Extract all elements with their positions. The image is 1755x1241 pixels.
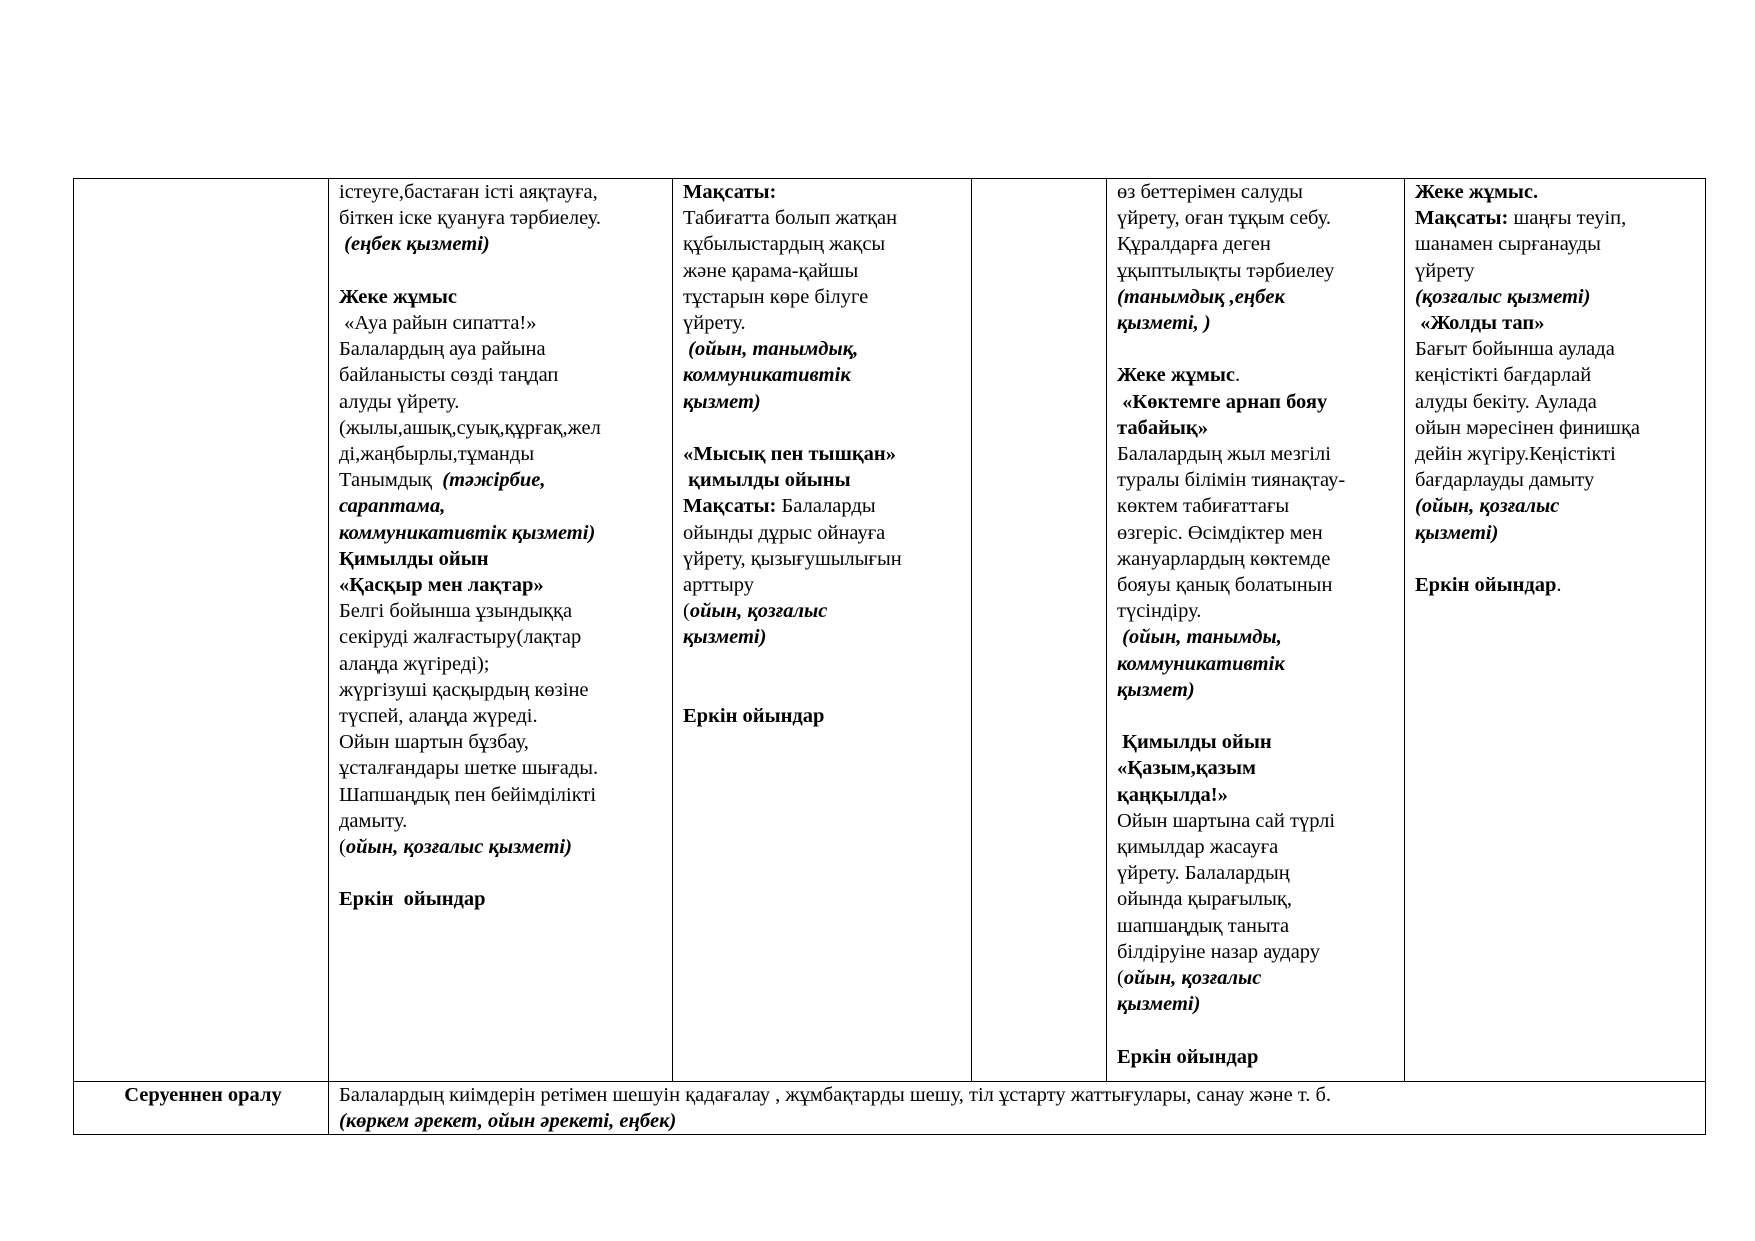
text-segment: ( (339, 836, 346, 859)
text-line: Балалардың ауа райына (339, 338, 546, 361)
text-line: секіруді жалғастыру(лақтар (339, 626, 582, 649)
text-segment: ( (1117, 967, 1124, 990)
text-line: ді,жаңбырлы,тұманды (339, 443, 535, 466)
blank-line (1415, 546, 1699, 572)
activity-cell-c (972, 179, 1107, 1082)
return-row-content (329, 1082, 1706, 1135)
text-line: қаңқылда!» (1117, 783, 1228, 806)
text-line: Еркін ойындар (683, 705, 825, 728)
blank-line (683, 677, 965, 703)
text-line: «Жолды тап» (1415, 312, 1545, 335)
return-row-label: Серуеннен оралу (74, 1082, 329, 1135)
text-line: коммуникативтік (683, 364, 851, 387)
text-line (1117, 965, 1398, 991)
text-line: коммуникативтік (1117, 652, 1285, 675)
text-line: қызмет) (1117, 678, 1195, 701)
text-line: (қозғалыс қызметі) (1415, 285, 1591, 308)
text-line: алаңда жүгіреді); (339, 652, 490, 675)
text-line: білдіруіне назар аудару (1117, 940, 1321, 963)
text-line: «Қазым,қазым (1117, 757, 1256, 780)
text-line: Белгі бойынша ұзындыққа (339, 600, 573, 623)
blank-line (1117, 336, 1398, 362)
text-segment: Балаларды (776, 495, 876, 518)
text-line: байланысты сөзді таңдап (339, 364, 559, 387)
text-line: өзгеріс. Өсімдіктер мен (1117, 521, 1323, 544)
text-line: істеуге,бастаған істі аяқтауға, (339, 181, 598, 203)
text-line: туралы білімін тиянақтау- (1117, 469, 1346, 492)
text-line (1117, 362, 1398, 388)
text-line: дамыту. (339, 809, 408, 832)
text-line (339, 467, 666, 493)
return-row-activity: (көркем әрекет, ойын әрекеті, еңбек) (339, 1110, 677, 1133)
text-line: сараптама, (339, 495, 446, 518)
text-line: қызметі) (1415, 521, 1499, 544)
text-line: Балалардың жыл мезгілі (1117, 443, 1331, 466)
text-line: (ойын, танымдық, (683, 338, 859, 361)
text-segment: Мақсаты: (1415, 207, 1509, 230)
text-segment: Танымдық (339, 469, 443, 492)
text-line: қимылдар жасауға (1117, 836, 1279, 859)
text-line: өз беттерімен салуды (1117, 181, 1303, 203)
text-line: (ойын, қозғалыс (1415, 495, 1560, 518)
text-line: шапшаңдық таныта (1117, 914, 1290, 937)
text-line: Қимылды ойын (1117, 731, 1272, 754)
text-line: Ойын шартын бұзбау, (339, 731, 529, 754)
text-line (1415, 572, 1699, 598)
text-line (683, 493, 965, 519)
text-line: қызметі) (683, 626, 767, 649)
text-line: Еркін ойындар (1117, 1045, 1259, 1068)
walk-activities-row (74, 179, 1706, 1082)
blank-line (683, 651, 965, 677)
text-line: кеңістікті бағдарлай (1415, 364, 1592, 387)
text-segment: Еркін ойындар (1415, 574, 1557, 597)
text-line: ойынды дұрыс ойнауға (683, 521, 886, 544)
text-line: қызмет) (683, 390, 761, 413)
text-line: ойын мәресінен финишқа (1415, 416, 1641, 439)
text-line: арттыру (683, 574, 754, 597)
text-line: және қарама-қайшы (683, 259, 859, 282)
blank-line (339, 258, 666, 284)
text-segment: Жеке жұмыс (1117, 364, 1236, 387)
text-line: «Мысық пен тышқан» (683, 443, 896, 466)
text-line: Табиғатта болып жатқан (683, 207, 898, 230)
text-line: Еркін ойындар (339, 888, 486, 911)
text-line: «Қасқыр мен лақтар» (339, 574, 544, 597)
text-line: Ойын шартына сай түрлі (1117, 809, 1336, 832)
text-line: (еңбек қызметі) (339, 233, 490, 256)
text-segment: . (1556, 574, 1562, 597)
text-line: түспей, алаңда жүреді. (339, 705, 538, 728)
text-segment: . (1235, 364, 1241, 387)
text-line: жүргізуші қасқырдың көзіне (339, 678, 589, 701)
text-line: ойында қырағылық, (1117, 888, 1292, 911)
text-segment: ( (683, 600, 690, 623)
text-line: жануарлардың көктемде (1117, 547, 1331, 570)
text-line: көктем табиғаттағы (1117, 495, 1290, 518)
text-line: бояуы қанық болатынын (1117, 574, 1333, 597)
text-line: түсіндіру. (1117, 600, 1202, 623)
text-line: шанамен сырғанауды (1415, 233, 1601, 256)
text-line: алуды үйрету. (339, 390, 460, 413)
text-line: «Көктемге арнап бояу (1117, 390, 1328, 413)
activity-cell-d (1107, 179, 1405, 1082)
text-line: үйрету. Балалардың (1117, 862, 1290, 885)
text-line: үйрету, қызығушылығын (683, 547, 902, 570)
text-line: үйрету. (683, 312, 746, 335)
text-segment: шаңғы теуіп, (1508, 207, 1627, 230)
text-line: ұқыптылықты тәрбиелеу (1117, 259, 1335, 282)
text-line: коммуникативтік қызметі) (339, 521, 596, 544)
text-segment: ойын, қозғалыс (1123, 967, 1262, 990)
text-line: тұстарын көре білуге (683, 285, 869, 308)
text-line: Жеке жұмыс (339, 285, 458, 308)
text-line: құбылыстардың жақсы (683, 233, 886, 256)
text-line: үйрету, оған тұқым себу. (1117, 207, 1332, 230)
text-line: қимылды ойыны (683, 469, 851, 492)
text-line: Құралдарға деген (1117, 233, 1271, 256)
text-line: қызметі, ) (1117, 312, 1211, 335)
text-line: Мақсаты: (683, 181, 777, 203)
row-label-cell (74, 179, 329, 1082)
text-line: ұсталғандары шетке шығады. (339, 757, 599, 780)
text-line: біткен іске қуануға тәрбиелеу. (339, 207, 602, 230)
activity-cell-a (329, 179, 673, 1082)
text-line: «Ауа райын сипатта!» (339, 312, 537, 334)
text-line: Шапшаңдық пен бейімділікті (339, 783, 597, 806)
blank-line (1117, 1017, 1398, 1043)
text-line (339, 834, 666, 860)
text-line: Бағыт бойынша аулада (1415, 338, 1615, 361)
text-line (1415, 205, 1699, 231)
blank-line (683, 415, 965, 441)
activity-cell-e (1405, 179, 1706, 1082)
text-line (683, 598, 965, 624)
text-line: дейін жүгіру.Кеңістікті (1415, 443, 1616, 466)
text-line: Қимылды ойын (339, 547, 489, 570)
text-segment: Мақсаты: (683, 495, 777, 518)
text-line: үйрету (1415, 259, 1475, 282)
text-line: Жеке жұмыс. (1415, 181, 1539, 203)
text-line: (танымдық ,еңбек (1117, 285, 1285, 308)
text-line: (ойын, танымды, (1117, 626, 1282, 649)
text-line: табайық» (1117, 416, 1208, 439)
text-segment: ойын, қозғалыс қызметі) (345, 836, 572, 859)
activity-cell-b (673, 179, 972, 1082)
blank-line (1117, 703, 1398, 729)
return-row-text: Балалардың киімдерін ретімен шешуін қадағалау , жұмбақтарды шешу, тіл ұстарту жаттығулары, санау және т. б. (339, 1084, 1332, 1106)
return-from-walk-row (74, 1082, 1706, 1135)
text-segment: (тәжірбие, (442, 469, 546, 492)
text-line: бағдарлауды дамыту (1415, 469, 1595, 492)
text-line: (жылы,ашық,суық,құрғақ,жел (339, 416, 601, 439)
text-line: қызметі) (1117, 993, 1201, 1016)
text-segment: ойын, қозғалыс (689, 600, 828, 623)
text-line: алуды бекіту. Аулада (1415, 390, 1597, 413)
blank-line (339, 860, 666, 886)
weekly-plan-table (73, 178, 1706, 1135)
